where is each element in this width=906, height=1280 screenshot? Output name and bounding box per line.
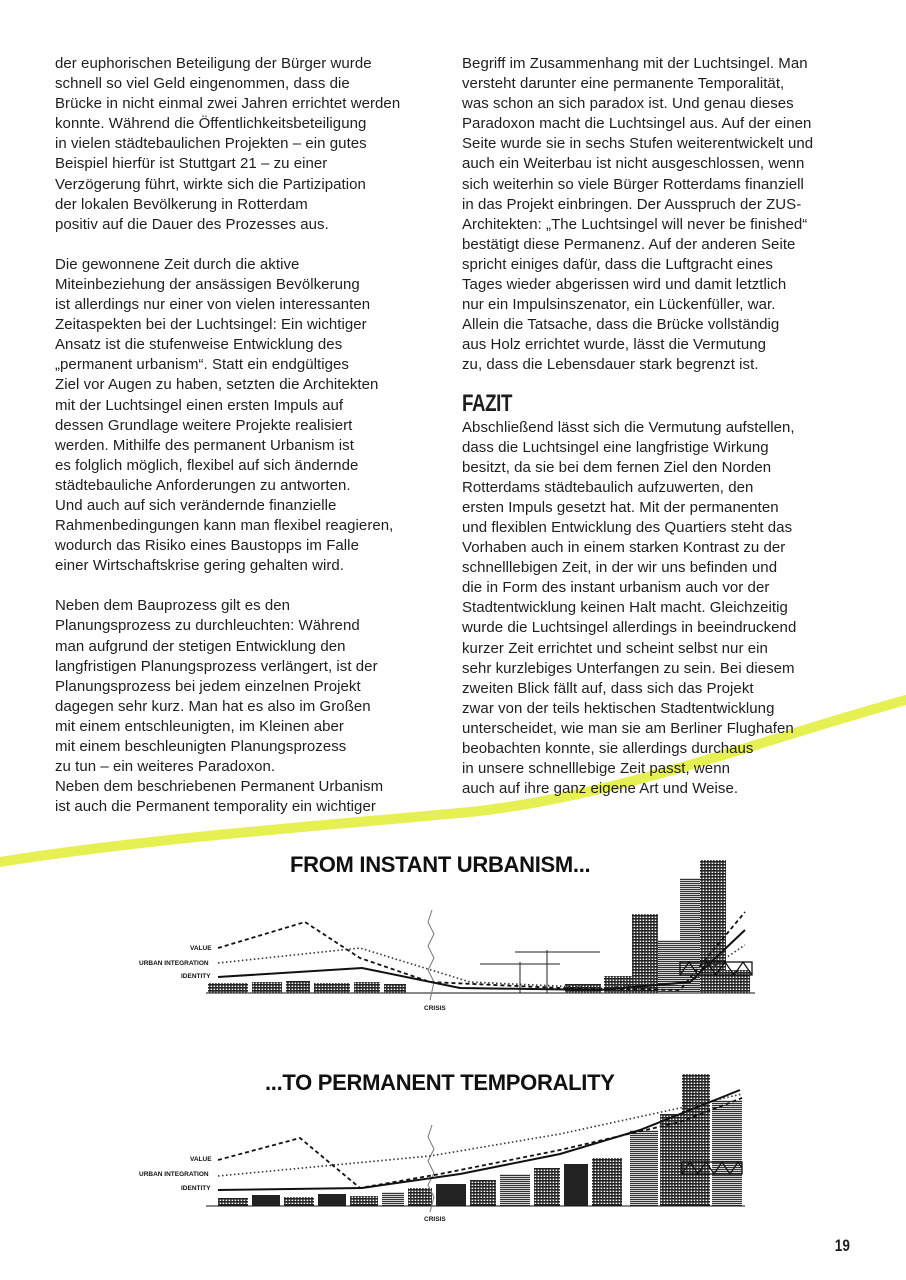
figure-1-label-urban-integration: URBAN INTEGRATION bbox=[139, 960, 209, 967]
text-line: dagegen sehr kurz. Man hat es also im Großen bbox=[55, 697, 371, 715]
text-line: wurde die Luchtsingel allerdings in beeindruckend bbox=[462, 619, 797, 637]
text-line: langfristigen Planungsprozess verlängert, ist der bbox=[55, 657, 378, 675]
figure-1-label-crisis: CRISIS bbox=[424, 1005, 446, 1012]
text-line: Seite wurde sie in sechs Stufen weiterentwickelt und bbox=[462, 135, 814, 153]
text-line: dessen Grundlage weitere Projekte realisiert bbox=[55, 416, 353, 434]
text-line: Neben dem Bauprozess gilt es den bbox=[55, 597, 291, 615]
text-line: versteht darunter eine permanente Temporalität, bbox=[462, 75, 785, 93]
text-line: Miteinbeziehung der ansässigen Bevölkerung bbox=[55, 275, 360, 293]
text-line: Neben dem beschriebenen Permanent Urbanism bbox=[55, 778, 384, 796]
figure-1-title: FROM INSTANT URBANISM... bbox=[290, 852, 591, 877]
text-line: schnell so viel Geld eingenommen, dass die bbox=[55, 75, 350, 93]
figure-2-title: ...TO PERMANENT TEMPORALITY bbox=[265, 1070, 615, 1095]
figure-1-low-buildings bbox=[208, 981, 406, 993]
text-line: Brücke in nicht einmal zwei Jahren errichtet werden bbox=[55, 95, 401, 113]
text-line: in unsere schnelllebige Zeit passt, wenn bbox=[462, 760, 730, 778]
text-line: wodurch das Risiko eines Baustopps im Falle bbox=[55, 537, 359, 555]
text-line: Beispiel hierfür ist Stuttgart 21 – zu einer bbox=[55, 155, 328, 173]
figure-1-label-identity: IDENTITY bbox=[181, 973, 211, 980]
text-line: ersten Impuls gesetzt hat. Mit der permanenten bbox=[462, 498, 779, 516]
text-line: schnelllebigen Zeit, in der wir uns befinden und bbox=[462, 559, 778, 577]
text-line: kurzer Zeit errichtet und scheint selbst nur ein bbox=[462, 639, 768, 657]
text-line: bestätigt diese Permanenz. Auf der anderen Seite bbox=[462, 235, 796, 253]
text-line: ist allerdings nur einer von vielen interessanten bbox=[55, 296, 371, 314]
text-line: mit der Luchtsingel einen ersten Impuls auf bbox=[55, 396, 344, 414]
text-line: Die gewonnene Zeit durch die aktive bbox=[55, 255, 300, 273]
text-line: was schon an sich paradox ist. Und genau dieses bbox=[462, 95, 794, 113]
text-line: in vielen städtebaulichen Projekten – ein gutes bbox=[55, 135, 367, 153]
text-line: sich weiterhin so viele Bürger Rotterdams finanziell bbox=[462, 175, 804, 193]
text-line: Und auch auf sich verändernde finanzielle bbox=[55, 496, 337, 514]
text-line: zu, dass die Lebensdauer stark begrenzt ist. bbox=[462, 356, 759, 374]
text-line: Paradoxon macht die Luchtsingel aus. Auf der einen bbox=[462, 115, 812, 133]
text-line: mit einem entschleunigten, im Kleinen aber bbox=[55, 717, 344, 735]
text-line: auch auf ihre ganz eigene Art und Weise. bbox=[462, 780, 739, 798]
text-line: einer Wirtschaftskrise gering gehalten wird. bbox=[55, 557, 344, 575]
text-line: positiv auf die Dauer des Prozesses aus. bbox=[55, 215, 329, 233]
figure-1-graphic bbox=[0, 850, 906, 1020]
text-line: Abschließend lässt sich die Vermutung aufstellen, bbox=[462, 418, 795, 436]
figure-1-towers bbox=[565, 860, 750, 993]
figure-2-label-identity: IDENTITY bbox=[181, 1185, 211, 1192]
text-line: Allein die Tatsache, dass die Brücke vollständig bbox=[462, 316, 780, 334]
text-line: Stadtentwicklung keinen Halt macht. Gleichzeitig bbox=[462, 599, 788, 617]
text-line: man aufgrund der stetigen Entwicklung den bbox=[55, 637, 346, 655]
text-line: aus Holz errichtet wurde, lässt die Vermutung bbox=[462, 336, 767, 354]
text-line: konnte. Während die Öffentlichkeitsbeteiligung bbox=[55, 115, 367, 133]
text-line: mit einem beschleunigten Planungsprozess bbox=[55, 738, 347, 755]
text-line: und flexiblen Entwicklung des Quartiers steht das bbox=[462, 518, 793, 536]
text-line: werden. Mithilfe des permanent Urbanism ist bbox=[55, 436, 354, 454]
text-line: spricht einiges dafür, dass die Luftgracht eines bbox=[462, 255, 773, 273]
text-line: Vorhaben auch in einem starken Kontrast zu der bbox=[462, 539, 786, 557]
left-paragraph-2 bbox=[55, 255, 450, 577]
text-line: beobachten konnte, sie allerdings durchaus bbox=[462, 740, 754, 757]
section-heading-fazit: FAZIT bbox=[462, 389, 513, 417]
figure-permanent-temporality bbox=[0, 1070, 906, 1230]
text-line: ist auch die Permanent temporality ein wichtiger bbox=[55, 798, 376, 816]
text-line: Begriff im Zusammenhang mit der Luchtsingel. Man bbox=[462, 55, 808, 72]
text-line: Zeitaspekten bei der Luchtsingel: Ein wichtiger bbox=[55, 316, 367, 334]
text-line: unterscheidet, wie man sie am Berliner Flughafen bbox=[462, 719, 794, 737]
text-line: die in Form des instant urbanism auch vor der bbox=[462, 579, 770, 597]
figure-1-crisis-marker bbox=[428, 910, 434, 1000]
text-line: zwar von der teils hektischen Stadtentwicklung bbox=[462, 699, 775, 717]
text-line: sehr kurzlebiges Unterfangen zu sein. Bei diesem bbox=[462, 659, 795, 677]
text-line: auch ein Weiterbau ist nicht ausgeschlossen, wenn bbox=[462, 155, 805, 173]
figure-2-label-crisis: CRISIS bbox=[424, 1216, 446, 1223]
right-paragraph-2 bbox=[462, 418, 862, 800]
text-line: es folglich möglich, flexibel auf sich ändernde bbox=[55, 456, 359, 474]
text-line: Tages wieder abgerissen wird und damit letztlich bbox=[462, 276, 787, 294]
text-line: Planungsprozess bei jedem einzelnen Projekt bbox=[55, 677, 361, 695]
page-number: 19 bbox=[834, 1236, 850, 1255]
text-line: Architekten: „The Luchtsingel will never be finished“ bbox=[462, 215, 808, 233]
right-paragraph-1 bbox=[462, 54, 862, 376]
figure-1-label-value: VALUE bbox=[190, 945, 212, 952]
text-line: dass die Luchtsingel eine langfristige Wirkung bbox=[462, 438, 769, 456]
left-text-column bbox=[55, 54, 450, 817]
text-line: Rahmenbedingungen kann man flexibel reagieren, bbox=[55, 517, 394, 535]
text-line: Rotterdams städtebaulich aufzuwerten, den bbox=[462, 478, 754, 496]
text-line: „permanent urbanism“. Statt ein endgültiges bbox=[55, 356, 349, 374]
figure-2-graphic bbox=[0, 1070, 906, 1230]
text-line: zu tun – ein weiteres Paradoxon. bbox=[55, 758, 276, 776]
figure-2-label-value: VALUE bbox=[190, 1156, 212, 1163]
figure-instant-urbanism bbox=[0, 850, 906, 1020]
figure-2-buildings bbox=[218, 1074, 742, 1206]
text-line: der lokalen Bevölkerung in Rotterdam bbox=[55, 195, 308, 213]
left-paragraph-3 bbox=[55, 596, 450, 817]
text-line: in das Projekt einbringen. Der Ausspruch der ZUS- bbox=[462, 195, 802, 213]
text-line: Planungsprozess zu durchleuchten: Während bbox=[55, 617, 360, 635]
text-line: der euphorischen Beteiligung der Bürger wurde bbox=[55, 55, 372, 72]
text-line: städtebauliche Anforderungen zu antworten. bbox=[55, 476, 351, 494]
right-text-column bbox=[462, 54, 862, 799]
text-line: Verzögerung führt, wirkte sich die Partizipation bbox=[55, 175, 366, 193]
text-line: Ziel vor Augen zu haben, setzten die Architekten bbox=[55, 376, 379, 394]
figure-2-label-urban-integration: URBAN INTEGRATION bbox=[139, 1171, 209, 1178]
text-line: nur ein Impulsinszenator, ein Lückenfüller, war. bbox=[462, 296, 776, 314]
left-paragraph-1 bbox=[55, 54, 450, 235]
text-line: zweiten Blick fällt auf, dass sich das Projekt bbox=[462, 679, 754, 697]
text-line: Ansatz ist die stufenweise Entwicklung des bbox=[55, 336, 343, 354]
text-line: besitzt, da sie bei dem fernen Ziel den Norden bbox=[462, 458, 772, 476]
